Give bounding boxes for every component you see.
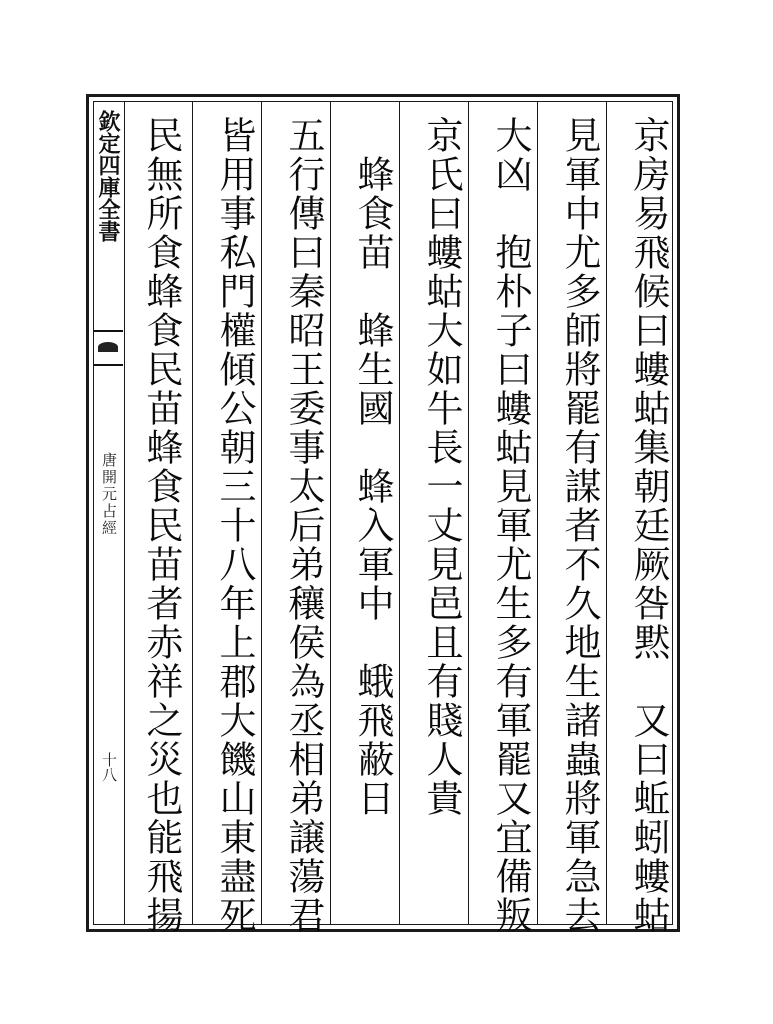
page-number: 十八 xyxy=(100,752,118,782)
margin-strip xyxy=(94,102,125,924)
text-column-3: 大凶 抱朴子曰螻蛄見軍尤生多有軍罷又宜備叛 xyxy=(489,116,532,935)
book-title: 唐開元占經 xyxy=(100,452,118,537)
text-column-4: 京氏曰螻蛄大如牛長一丈見邑且有賤人貴 xyxy=(420,116,463,818)
inner-frame xyxy=(93,101,673,935)
margin-title: 欽定四庫全書 xyxy=(95,110,121,242)
column-divider xyxy=(261,102,262,924)
fish-tail-mark xyxy=(94,330,123,366)
column-divider xyxy=(192,102,193,924)
text-column-6: 五行傳曰秦昭王委事太后弟穰侯為丞相弟譲蕩君 xyxy=(282,116,325,935)
text-column-8: 民無所食蜂食民苗蜂食民苗者赤祥之災也能飛揚 xyxy=(140,116,183,935)
column-divider xyxy=(399,102,400,924)
text-column-2: 見軍中尤多師將罷有謀者不久地生諸蟲將軍急去 xyxy=(558,116,601,935)
text-column-7: 皆用事私門權傾公朝三十八年上郡大饑山東盡死 xyxy=(213,116,256,935)
text-column-1: 京房易飛候曰螻蛄集朝廷厥咎黙 又曰蚯蚓螻蛄 xyxy=(627,116,670,935)
column-divider xyxy=(606,102,607,924)
text-columns xyxy=(124,102,672,935)
page-frame xyxy=(86,94,680,935)
column-divider xyxy=(537,102,538,924)
text-column-5: 蜂食苗 蜂生國 蜂入軍中 蛾飛蔽日 xyxy=(351,116,394,818)
column-divider xyxy=(330,102,331,924)
column-divider xyxy=(468,102,469,924)
column-divider xyxy=(124,102,125,924)
